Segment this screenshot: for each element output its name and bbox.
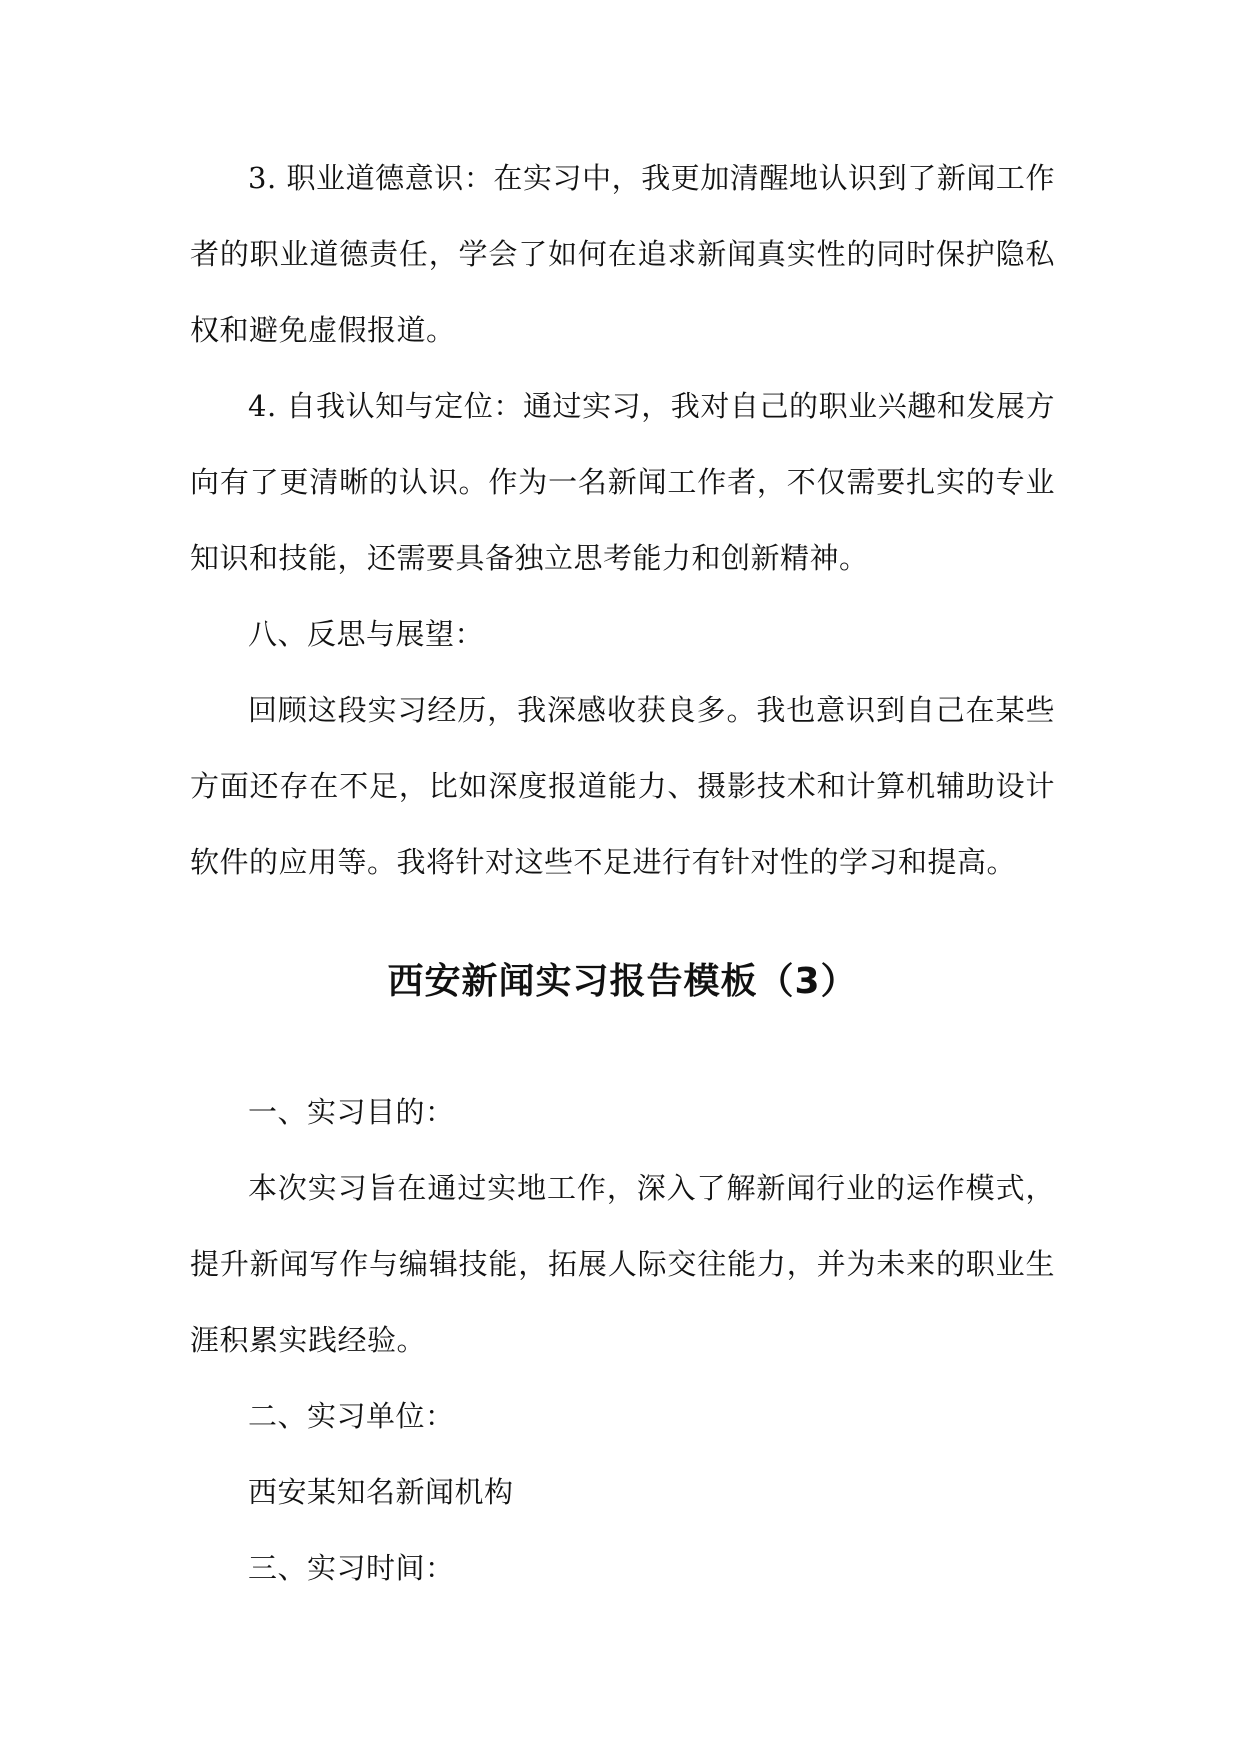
paragraph-self-cognition: 4. 自我认知与定位：通过实习，我对自己的职业兴趣和发展方向有了更清晰的认识。作为一名新闻工作者，不仅需要扎实的专业知识和技能，还需要具备独立思考能力和创新精神。 — [190, 389, 1055, 575]
paragraph-unit: 西安某知名新闻机构 — [248, 1475, 514, 1509]
paragraph-purpose: 本次实习旨在通过实地工作，深入了解新闻行业的运作模式，提升新闻写作与编辑技能，拓展人际交往能力，并为未来的职业生涯积累实践经验。 — [190, 1171, 1055, 1357]
section-heading-unit: 二、实习单位： — [248, 1399, 455, 1433]
section-heading-reflection: 八、反思与展望： — [248, 617, 485, 651]
document-title: 西安新闻实习报告模板（3） — [387, 961, 858, 1002]
paragraph-professional-ethics: 3. 职业道德意识：在实习中，我更加清醒地认识到了新闻工作者的职业道德责任，学会了如何在追求新闻真实性的同时保护隐私权和避免虚假报道。 — [190, 161, 1055, 347]
document-body — [190, 140, 1055, 1606]
section-heading-time: 三、实习时间： — [248, 1551, 455, 1585]
section-heading-purpose: 一、实习目的： — [248, 1095, 455, 1129]
paragraph-reflection: 回顾这段实习经历，我深感收获良多。我也意识到自己在某些方面还存在不足，比如深度报道能力、摄影技术和计算机辅助设计软件的应用等。我将针对这些不足进行有针对性的学习和提高。 — [190, 693, 1055, 879]
